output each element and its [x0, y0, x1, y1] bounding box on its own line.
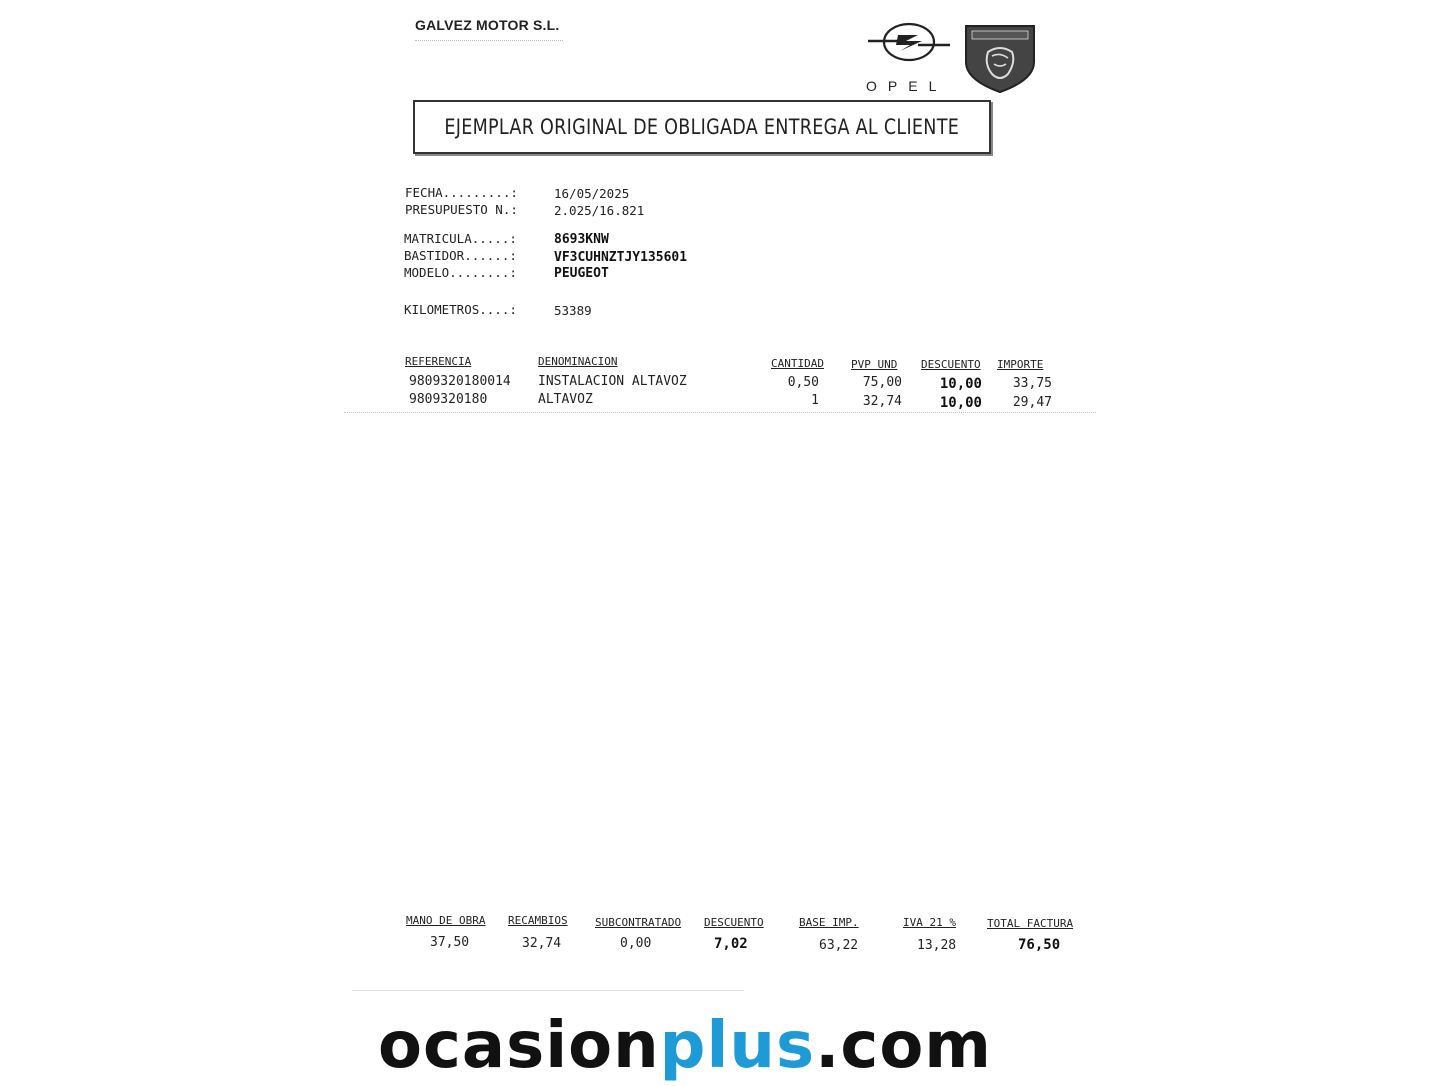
kilometros-value: 53389: [554, 303, 592, 318]
row1-descuento: 10,00: [939, 376, 982, 392]
subcontratado-value: 0,00: [620, 936, 652, 951]
col-descuento-header: DESCUENTO: [921, 358, 981, 371]
col-pvp-header: PVP UND: [851, 358, 898, 371]
opel-wordmark: OPEL: [866, 78, 948, 94]
iva-header: IVA 21 %: [903, 916, 956, 929]
col-denominacion-header: DENOMINACION: [538, 355, 618, 368]
row2-referencia: 9809320180: [409, 392, 488, 407]
fecha-label: FECHA.........:: [405, 185, 518, 200]
row1-pvp: 75,00: [862, 375, 902, 390]
original-copy-banner: [413, 100, 991, 154]
watermark-part-ocasion: ocasion: [378, 1009, 660, 1083]
faint-footer-line: [352, 982, 744, 991]
row2-denominacion: ALTAVOZ: [538, 392, 593, 407]
modelo-label: MODELO........:: [404, 265, 517, 280]
row1-denominacion: INSTALACION ALTAVOZ: [538, 374, 687, 389]
row2-importe: 29,47: [1012, 395, 1052, 410]
row2-pvp: 32,74: [862, 394, 902, 409]
col-referencia-header: REFERENCIA: [405, 355, 472, 368]
row1-referencia: 9809320180014: [409, 374, 511, 389]
recambios-header: RECAMBIOS: [508, 914, 568, 927]
mano-obra-value: 37,50: [430, 935, 470, 950]
mano-obra-header: MANO DE OBRA: [406, 914, 486, 927]
row2-cantidad: 1: [811, 393, 819, 408]
descuento-total-header: DESCUENTO: [704, 916, 764, 929]
company-underline: [415, 40, 563, 41]
company-name: GALVEZ MOTOR S.L.: [415, 17, 560, 33]
col-cantidad-header: CANTIDAD: [771, 357, 824, 370]
total-factura-value: 76,50: [1018, 937, 1061, 953]
kilometros-label: KILOMETROS....:: [404, 302, 517, 317]
peugeot-shield-icon: [962, 22, 1038, 94]
row1-cantidad: 0,50: [787, 375, 819, 390]
ocasionplus-watermark: [378, 1006, 992, 1086]
modelo-value: PEUGEOT: [554, 266, 609, 281]
presupuesto-value: 2.025/16.821: [554, 203, 645, 218]
fecha-value: 16/05/2025: [554, 186, 630, 201]
iva-value: 13,28: [917, 938, 957, 953]
col-importe-header: IMPORTE: [997, 358, 1044, 371]
total-factura-header: TOTAL FACTURA: [987, 917, 1074, 930]
watermark-part-com: .com: [815, 1009, 992, 1083]
table-bottom-divider: [344, 412, 1096, 413]
banner-text: EJEMPLAR ORIGINAL DE OBLIGADA ENTREGA AL CLIENTE: [444, 115, 960, 139]
subcontratado-header: SUBCONTRATADO: [595, 916, 682, 929]
base-imponible-value: 63,22: [819, 938, 859, 953]
bastidor-label: BASTIDOR......:: [404, 248, 517, 263]
recambios-value: 32,74: [522, 936, 562, 951]
base-imponible-header: BASE IMP.: [799, 916, 859, 929]
matricula-label: MATRICULA.....:: [404, 231, 517, 246]
watermark-part-plus: plus: [659, 1009, 816, 1083]
presupuesto-label: PRESUPUESTO N.:: [405, 202, 518, 217]
matricula-value: 8693KNW: [554, 232, 609, 247]
bastidor-value: VF3CUHNZTJY135601: [554, 250, 688, 265]
row2-descuento: 10,00: [939, 395, 982, 411]
row1-importe: 33,75: [1012, 376, 1052, 391]
descuento-total-value: 7,02: [714, 936, 748, 952]
